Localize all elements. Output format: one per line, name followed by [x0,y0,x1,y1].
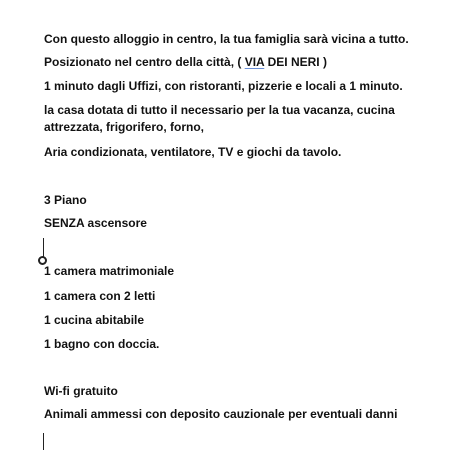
text-line-location [44,55,327,70]
text-line-amenities: Aria condizionata, ventilatore, TV e giochi da tavolo. [44,145,342,159]
text-line-floor: 3 Piano [44,193,87,207]
text-line-wifi: Wi-fi gratuito [44,384,118,398]
text-line-room-twin: 1 camera con 2 letti [44,289,156,303]
text-line-equipment: la casa dotata di tutto il necessario per la tua vacanza, cucina [44,103,395,117]
margin-marker [43,433,44,450]
location-text: Posizionato nel centro della città, ( [44,55,245,69]
street-text: DEI NERI ) [264,55,327,69]
text-line-uffizi: 1 minuto dagli Uffizi, con ristoranti, pizzerie e locali a 1 minuto. [44,79,403,93]
text-cursor [43,238,44,258]
text-line-kitchen: 1 cucina abitabile [44,313,145,327]
text-line-bathroom: 1 bagno con doccia. [44,337,160,351]
text-line-elevator: SENZA ascensore [44,216,147,230]
text-line-room-double: 1 camera matrimoniale [44,264,175,278]
text-line-family: Con questo alloggio in centro, la tua famiglia sarà vicina a tutto. [44,32,409,46]
text-line-equipment-cont: attrezzata, frigorifero, forno, [44,120,205,134]
text-line-pets: Animali ammessi con deposito cauzionale per eventuali danni [44,407,398,421]
via-link-text: VIA [244,55,265,69]
